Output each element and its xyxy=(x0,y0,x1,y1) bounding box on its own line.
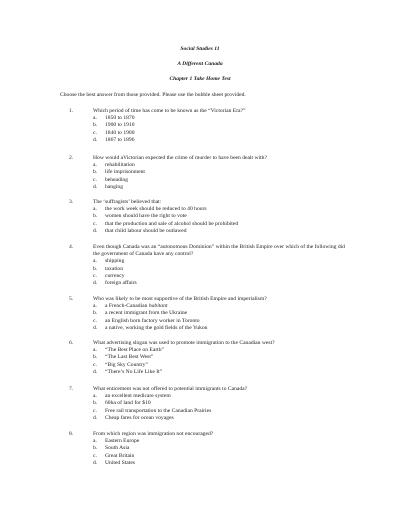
answer-option xyxy=(93,273,348,280)
option-text-main: a recent immigrant from the Ukraine xyxy=(105,310,188,317)
option-letter: d. xyxy=(93,183,98,190)
option-letter: a. xyxy=(93,303,97,310)
answer-option xyxy=(93,400,348,407)
option-letter: a. xyxy=(93,258,97,265)
option-text-main: shipping xyxy=(105,258,125,265)
answer-option xyxy=(93,325,348,332)
instructions: Choose the best answer from those provided. Please use the bubble sheet provided. xyxy=(60,92,246,98)
option-letter: b. xyxy=(93,213,98,220)
answer-option xyxy=(93,318,348,325)
option-text xyxy=(105,206,207,213)
option-text-main: a native, working the gold fields of the Yukon xyxy=(105,324,208,331)
option-text xyxy=(105,130,135,137)
option-text-main: “The Best Place on Earth” xyxy=(105,347,165,354)
answer-option xyxy=(93,177,348,184)
option-text xyxy=(105,266,123,273)
option-text-main: “The Last Best West” xyxy=(105,354,154,361)
answer-option xyxy=(93,115,348,122)
answer-option xyxy=(93,460,348,467)
question-body xyxy=(93,340,348,376)
option-text xyxy=(105,115,135,122)
option-text xyxy=(105,400,151,407)
question-body xyxy=(93,244,348,287)
option-text-main: Eastern Europe xyxy=(105,438,140,445)
option-text-main: women should have the right to vote xyxy=(105,213,187,220)
answer-option xyxy=(93,362,348,369)
option-text-main: “Big Sky Country” xyxy=(105,361,148,368)
option-letter: d. xyxy=(93,324,98,331)
answer-option xyxy=(93,169,348,176)
option-text xyxy=(105,460,135,467)
option-text-italic: habitant xyxy=(148,303,168,310)
question-text: What advertising slogan was used to promote immigration to the Canadian west? xyxy=(93,340,275,346)
option-text xyxy=(105,354,153,361)
answer-option xyxy=(93,130,348,137)
option-letter: b. xyxy=(93,310,98,317)
option-text-main: taxation xyxy=(105,265,124,272)
option-text-main: a French-Canadian xyxy=(105,303,149,310)
option-letter: c. xyxy=(93,317,97,324)
option-text-main: rehabilitation xyxy=(105,162,135,169)
option-letter: d. xyxy=(93,279,98,286)
option-text xyxy=(105,438,139,445)
option-letter: a. xyxy=(93,206,97,213)
option-text xyxy=(105,228,187,235)
answer-option xyxy=(93,206,348,213)
question-text: Which period of time has come to be known as the “Victorian Era?” xyxy=(93,108,246,114)
answer-option xyxy=(93,280,348,287)
answer-option xyxy=(93,266,348,273)
answer-options xyxy=(93,438,348,467)
option-text-main: 1840 to 1900 xyxy=(105,129,135,136)
option-text-main: South Asia xyxy=(105,445,130,452)
question-number: 5. xyxy=(69,296,74,302)
option-text xyxy=(105,408,211,415)
option-text xyxy=(105,213,187,220)
question-number: 4. xyxy=(69,244,74,250)
option-text xyxy=(105,137,135,144)
option-letter: a. xyxy=(93,393,97,400)
option-text-main: foreign affairs xyxy=(105,279,137,286)
option-letter: d. xyxy=(93,227,98,234)
option-text-main: life imprisonment xyxy=(105,169,145,176)
option-text-main: Great Britain xyxy=(105,452,135,459)
option-text xyxy=(105,310,187,317)
option-letter: c. xyxy=(93,407,97,414)
answer-option xyxy=(93,453,348,460)
question-text: How would aVictorian expected the crime of murder to have been dealt with? xyxy=(93,155,267,161)
answer-option xyxy=(93,310,348,317)
option-text-main: Free rail transportation to the Canadian Prairies xyxy=(105,407,212,414)
option-letter: a. xyxy=(93,162,97,169)
option-text xyxy=(105,445,129,452)
option-text xyxy=(105,318,200,325)
option-text-main: Cheap fares for ocean voyages xyxy=(105,414,174,421)
option-text xyxy=(105,122,135,129)
option-text xyxy=(105,273,125,280)
option-text-main: an excellent medicare system xyxy=(105,393,171,400)
question-text: What enticement was not offered to potential immigrants to Canada? xyxy=(93,386,248,392)
answer-option xyxy=(93,354,348,361)
answer-options xyxy=(93,115,348,144)
question-text: From which region was immigration not encouraged? xyxy=(93,431,214,437)
option-text xyxy=(105,325,207,332)
answer-option xyxy=(93,228,348,235)
option-letter: b. xyxy=(93,400,98,407)
option-text-main: “There’s No Life Like It” xyxy=(105,368,163,375)
answer-option xyxy=(93,213,348,220)
question-body xyxy=(93,155,348,191)
option-text xyxy=(105,453,134,460)
answer-option xyxy=(93,369,348,376)
option-text-main: that child labour should be outlawed xyxy=(105,227,187,234)
option-letter: c. xyxy=(93,452,97,459)
answer-option xyxy=(93,408,348,415)
option-letter: d. xyxy=(93,459,98,466)
option-letter: a. xyxy=(93,115,97,122)
answer-option xyxy=(93,415,348,422)
question-body xyxy=(93,108,348,144)
answer-option xyxy=(93,438,348,445)
option-letter: c. xyxy=(93,220,97,227)
option-letter: c. xyxy=(93,272,97,279)
option-text xyxy=(105,221,238,228)
answer-option xyxy=(93,221,348,228)
option-letter: a. xyxy=(93,347,97,354)
option-letter: b. xyxy=(93,122,98,129)
answer-options xyxy=(93,303,348,332)
option-text-main: the work week should be reduced to 40 hours xyxy=(105,206,207,213)
answer-option xyxy=(93,122,348,129)
question-number: 8. xyxy=(69,431,74,437)
option-letter: b. xyxy=(93,265,98,272)
question-number: 7. xyxy=(69,386,74,392)
test-title: Chapter 1 Take Home Test xyxy=(169,76,231,82)
option-text-main: beheading xyxy=(105,176,128,183)
option-text-main: 1850 to 1870 xyxy=(105,115,135,122)
option-text xyxy=(105,362,148,369)
answer-options xyxy=(93,258,348,287)
option-text-main: 1900 to 1910 xyxy=(105,122,135,129)
question-body xyxy=(93,431,348,467)
option-letter: b. xyxy=(93,445,98,452)
option-text-main: United States xyxy=(105,459,135,466)
answer-option xyxy=(93,445,348,452)
answer-options xyxy=(93,206,348,235)
option-text-main: hanging xyxy=(105,183,124,190)
option-letter: b. xyxy=(93,354,98,361)
option-text-main: that the production and sale of alcohol should be prohibited xyxy=(105,220,239,227)
question-body xyxy=(93,199,348,235)
question-number: 1. xyxy=(69,108,74,114)
answer-options xyxy=(93,162,348,191)
question-text: Who was likely to be most supportive of the British Empire and imperialism? xyxy=(93,296,267,302)
option-letter: b. xyxy=(93,169,98,176)
question-body xyxy=(93,386,348,422)
option-letter: d. xyxy=(93,136,98,143)
option-text xyxy=(105,177,128,184)
option-text xyxy=(105,280,137,287)
answer-option xyxy=(93,137,348,144)
question-number: 2. xyxy=(69,155,74,161)
option-letter: a. xyxy=(93,438,97,445)
option-text xyxy=(105,258,124,265)
option-letter: c. xyxy=(93,176,97,183)
option-text xyxy=(105,169,145,176)
question-number: 6. xyxy=(69,340,74,346)
option-letter: d. xyxy=(93,368,98,375)
question-number: 3. xyxy=(69,199,74,205)
option-letter: c. xyxy=(93,129,97,136)
course-title: Social Studies 11 xyxy=(180,46,220,52)
option-text xyxy=(105,415,174,422)
question-text: The ‘suffragists’ believed that: xyxy=(93,199,162,205)
option-text xyxy=(105,184,123,191)
answer-options xyxy=(93,347,348,376)
option-text-main: 1867 to 1896 xyxy=(105,136,135,143)
option-text-main: an English born factory worker in Toronto xyxy=(105,317,200,324)
unit-subtitle: A Different Canada xyxy=(177,61,223,67)
question-text: Even though Canada was an “autonomous Dominion” within the British Empire over which of the following did the government of Canada have any control? xyxy=(93,244,345,258)
option-letter: d. xyxy=(93,414,98,421)
option-text-main: 60ha of land for $10 xyxy=(105,400,151,407)
option-letter: c. xyxy=(93,361,97,368)
question-body xyxy=(93,296,348,332)
option-text-main: currency xyxy=(105,272,125,279)
answer-option xyxy=(93,184,348,191)
answer-options xyxy=(93,393,348,422)
answer-option xyxy=(93,258,348,265)
option-text xyxy=(105,369,162,376)
